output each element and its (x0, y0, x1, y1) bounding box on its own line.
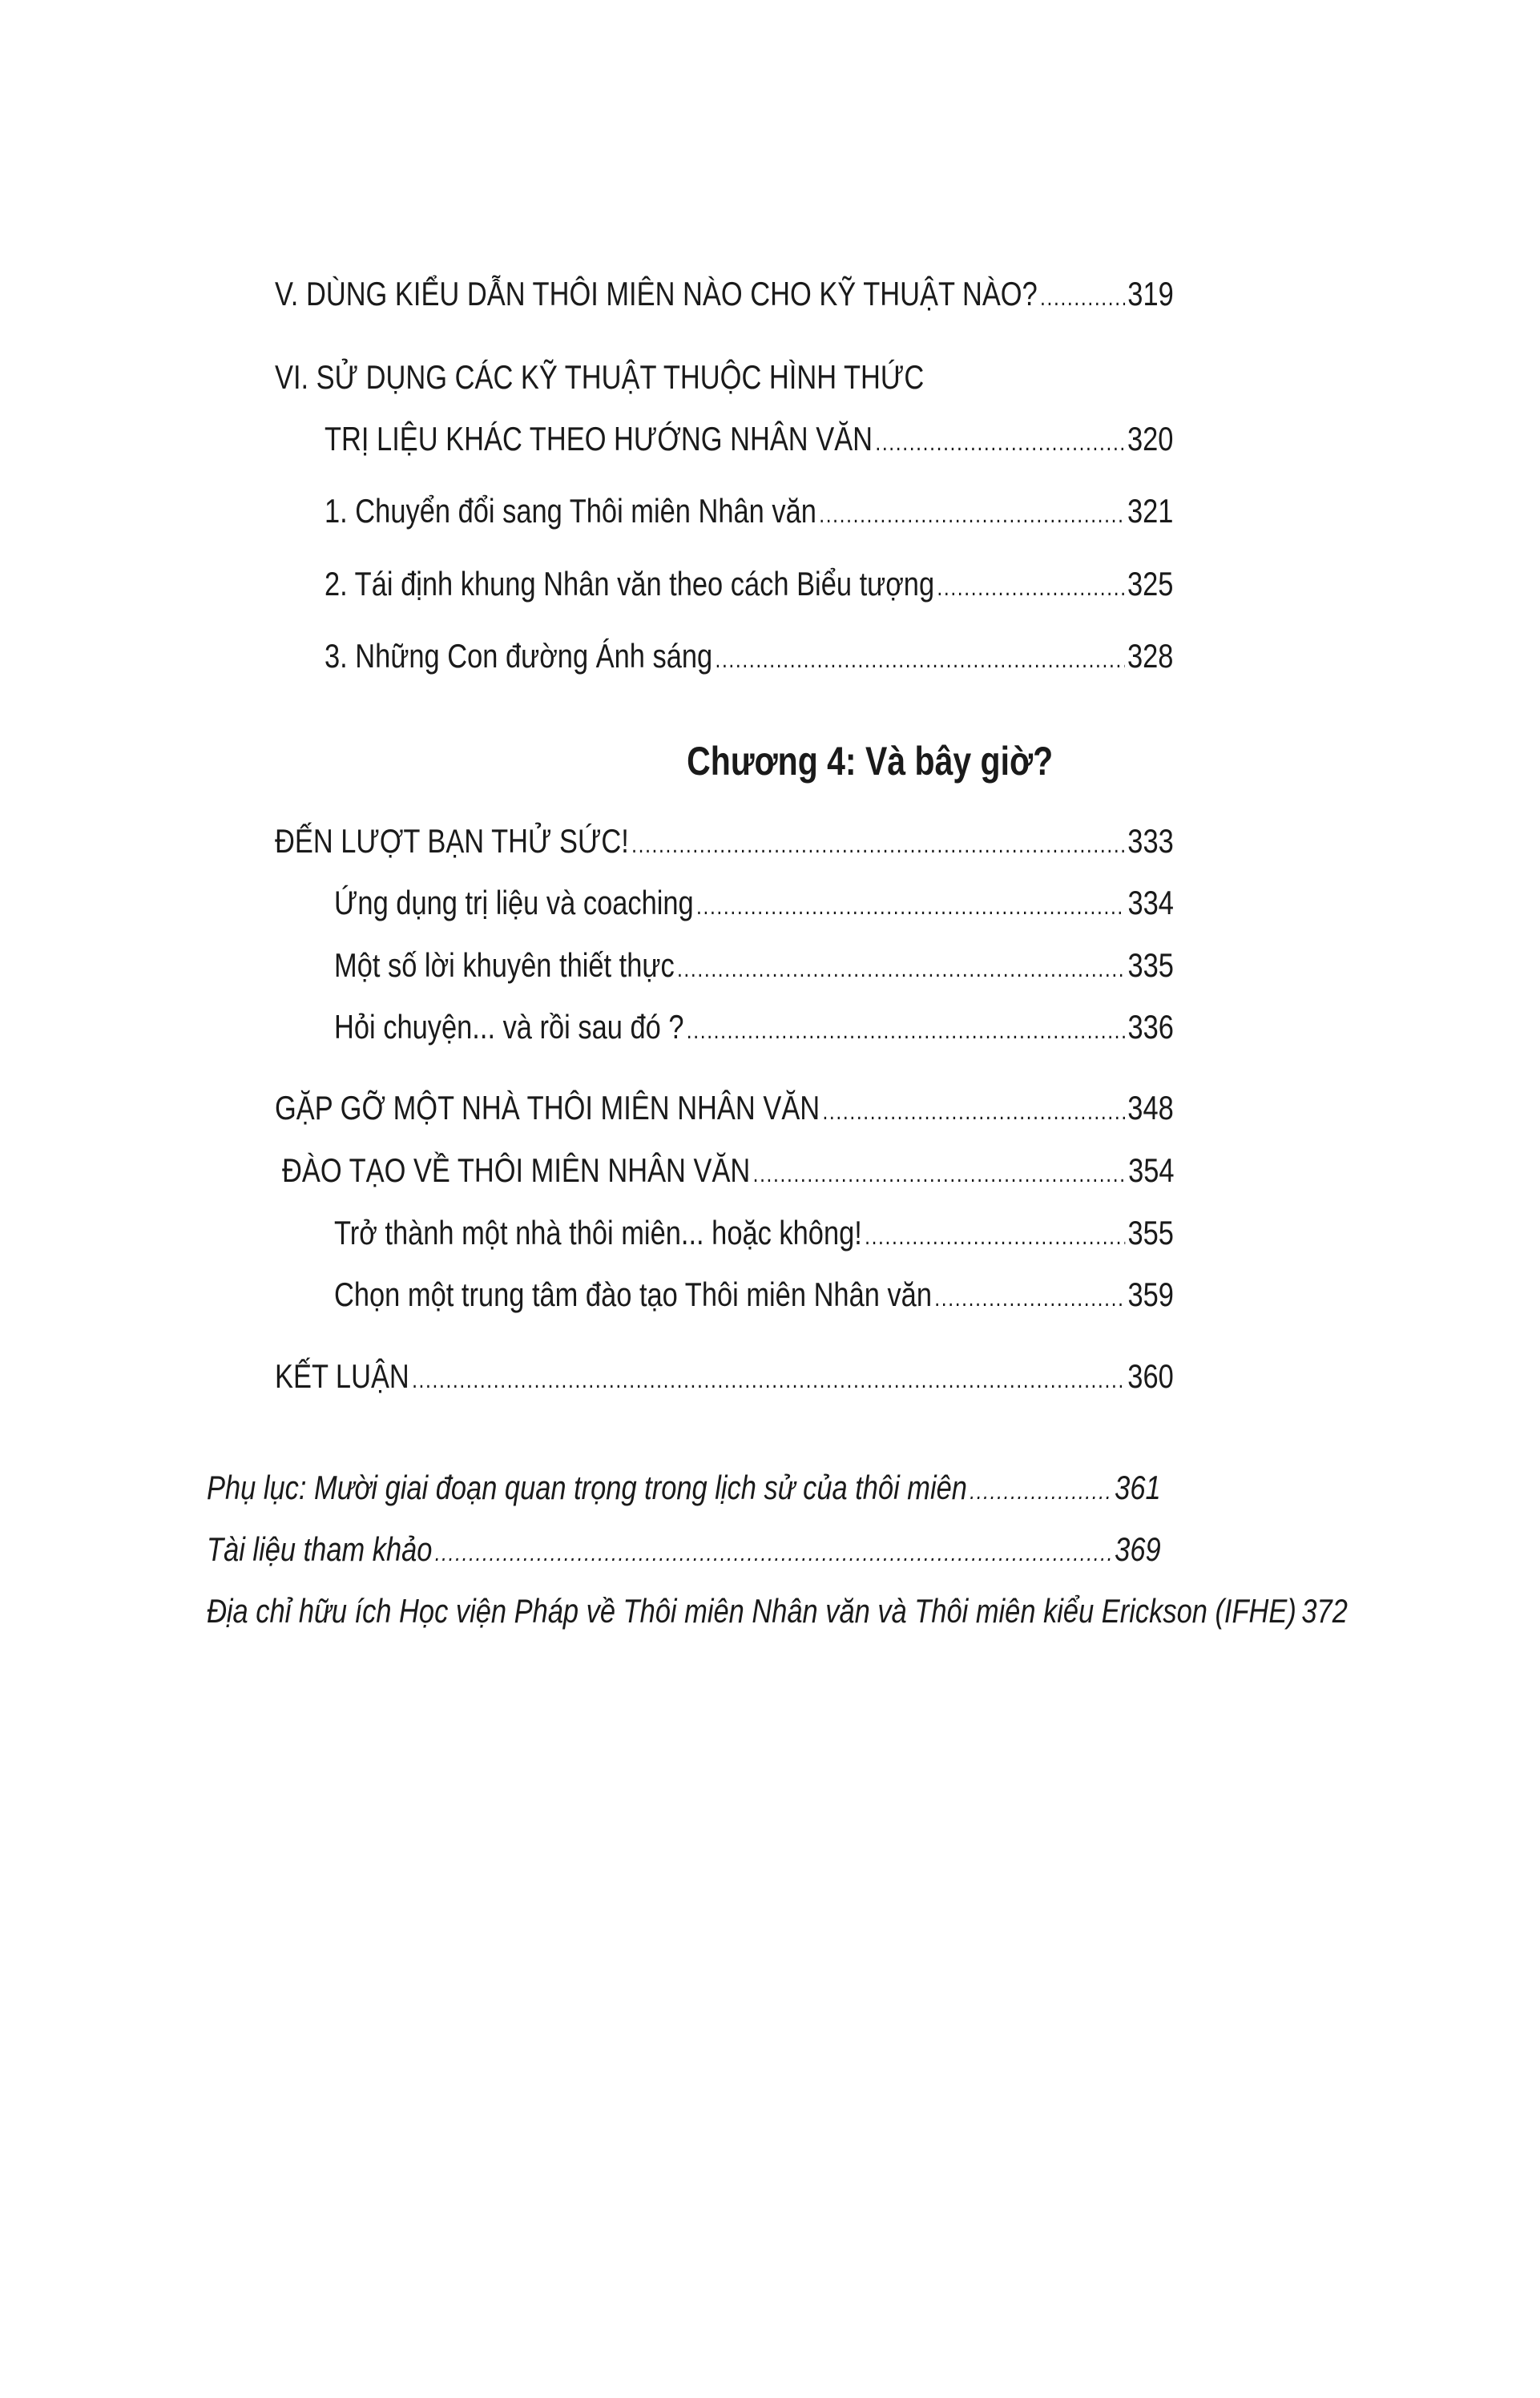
toc-entry-page: 355 (1127, 1214, 1174, 1251)
toc-entry-page: 328 (1127, 637, 1174, 675)
toc-entry-appendix (207, 1465, 1161, 1510)
dot-leader (970, 1469, 1112, 1514)
toc-entry-title: V. DÙNG KIỂU DẪN THÔI MIÊN NÀO CHO KỸ THUẬT NÀO? (275, 275, 1038, 312)
toc-entry-title: Địa chỉ hữu ích Học viện Pháp về Thôi miên Nhân văn và Thôi miên kiểu Erickson (IFHE) (207, 1592, 1296, 1630)
toc-entry-title: 2. Tái định khung Nhân văn theo cách Biểu tượng (325, 565, 935, 603)
toc-entry-title: Chọn một trung tâm đào tạo Thôi miên Nhân văn (334, 1276, 932, 1313)
toc-entry-title: Trở thành một nhà thôi miên... hoặc không! (334, 1214, 862, 1251)
toc-entry (275, 1354, 1174, 1399)
toc-entry-page: 335 (1127, 946, 1174, 984)
toc-entry-page: 360 (1127, 1357, 1174, 1395)
toc-entry (334, 881, 1174, 925)
dot-leader (696, 885, 1125, 929)
dot-leader (687, 1009, 1125, 1054)
toc-entry-addresses (207, 1589, 1348, 1634)
toc-entry-page: 320 (1127, 420, 1174, 457)
toc-entry (334, 943, 1174, 988)
toc-entry-title: GẶP GỠ MỘT NHÀ THÔI MIÊN NHÂN VĂN (275, 1089, 820, 1126)
toc-entry-title: Một số lời khuyên thiết thực (334, 946, 675, 984)
dot-leader (412, 1358, 1125, 1403)
toc-entry-title: 3. Những Con đường Ánh sáng (325, 637, 713, 675)
dot-leader (631, 823, 1125, 868)
toc-entry (334, 1005, 1174, 1050)
dot-leader (934, 1276, 1125, 1321)
toc-entry-page: 319 (1127, 275, 1174, 312)
toc-entry-title: 1. Chuyển đổi sang Thôi miên Nhân văn (325, 492, 816, 530)
toc-entry-title: ĐÀO TẠO VỀ THÔI MIÊN NHÂN VĂN (282, 1151, 751, 1189)
dot-leader (715, 638, 1124, 683)
toc-entry (275, 1086, 1174, 1130)
dot-leader (753, 1152, 1126, 1197)
chapter-heading-text: Chương 4: Và bây giờ? (687, 739, 1054, 784)
dot-leader (937, 566, 1124, 611)
toc-entry-page: 333 (1127, 822, 1174, 860)
toc-entry (282, 1148, 1175, 1193)
toc-entry (275, 819, 1174, 864)
dot-leader (1040, 276, 1125, 320)
dot-leader (822, 1090, 1125, 1135)
toc-entry (334, 1272, 1174, 1317)
toc-entry-page: 372 (1301, 1592, 1348, 1630)
toc-entry (325, 489, 1173, 534)
toc-entry-title: Tài liệu tham khảo (207, 1530, 433, 1568)
dot-leader (875, 421, 1124, 465)
toc-entry-page: 361 (1115, 1469, 1161, 1506)
toc-entry-page: 359 (1127, 1276, 1174, 1313)
toc-entry-title-line2: TRỊ LIỆU KHÁC THEO HƯỚNG NHÂN VĂN (325, 420, 873, 457)
toc-entry-page: 354 (1128, 1151, 1175, 1189)
toc-entry (325, 562, 1173, 607)
toc-entry-title-line1: VI. SỬ DỤNG CÁC KỸ THUẬT THUỘC HÌNH THỨC (275, 358, 925, 396)
toc-entry (275, 272, 1174, 316)
toc-entry-page: 369 (1115, 1530, 1161, 1568)
toc-entry-title: Ứng dụng trị liệu và coaching (334, 884, 694, 921)
toc-entry-title: ĐẾN LƯỢT BẠN THỬ SỨC! (275, 822, 629, 860)
toc-entry-page: 325 (1127, 565, 1174, 603)
chapter-heading (0, 736, 1540, 787)
dot-leader (435, 1531, 1112, 1576)
toc-entry-title: KẾT LUẬN (275, 1357, 409, 1395)
dot-leader (677, 947, 1125, 992)
toc-entry-references (207, 1527, 1161, 1572)
toc-entry (325, 634, 1173, 679)
dot-leader (865, 1215, 1125, 1259)
toc-entry-page: 334 (1127, 884, 1174, 921)
toc-entry-title: Phụ lục: Mười giai đoạn quan trọng trong lịch sử của thôi miên (207, 1469, 967, 1506)
toc-entry-page: 336 (1127, 1008, 1174, 1046)
toc-entry-page: 348 (1127, 1089, 1174, 1126)
toc-entry (334, 1211, 1174, 1255)
toc-entry (325, 417, 1173, 461)
dot-leader (819, 493, 1124, 538)
toc-entry-title: Hỏi chuyện... và rồi sau đó ? (334, 1008, 684, 1046)
toc-entry-page: 321 (1127, 492, 1174, 530)
